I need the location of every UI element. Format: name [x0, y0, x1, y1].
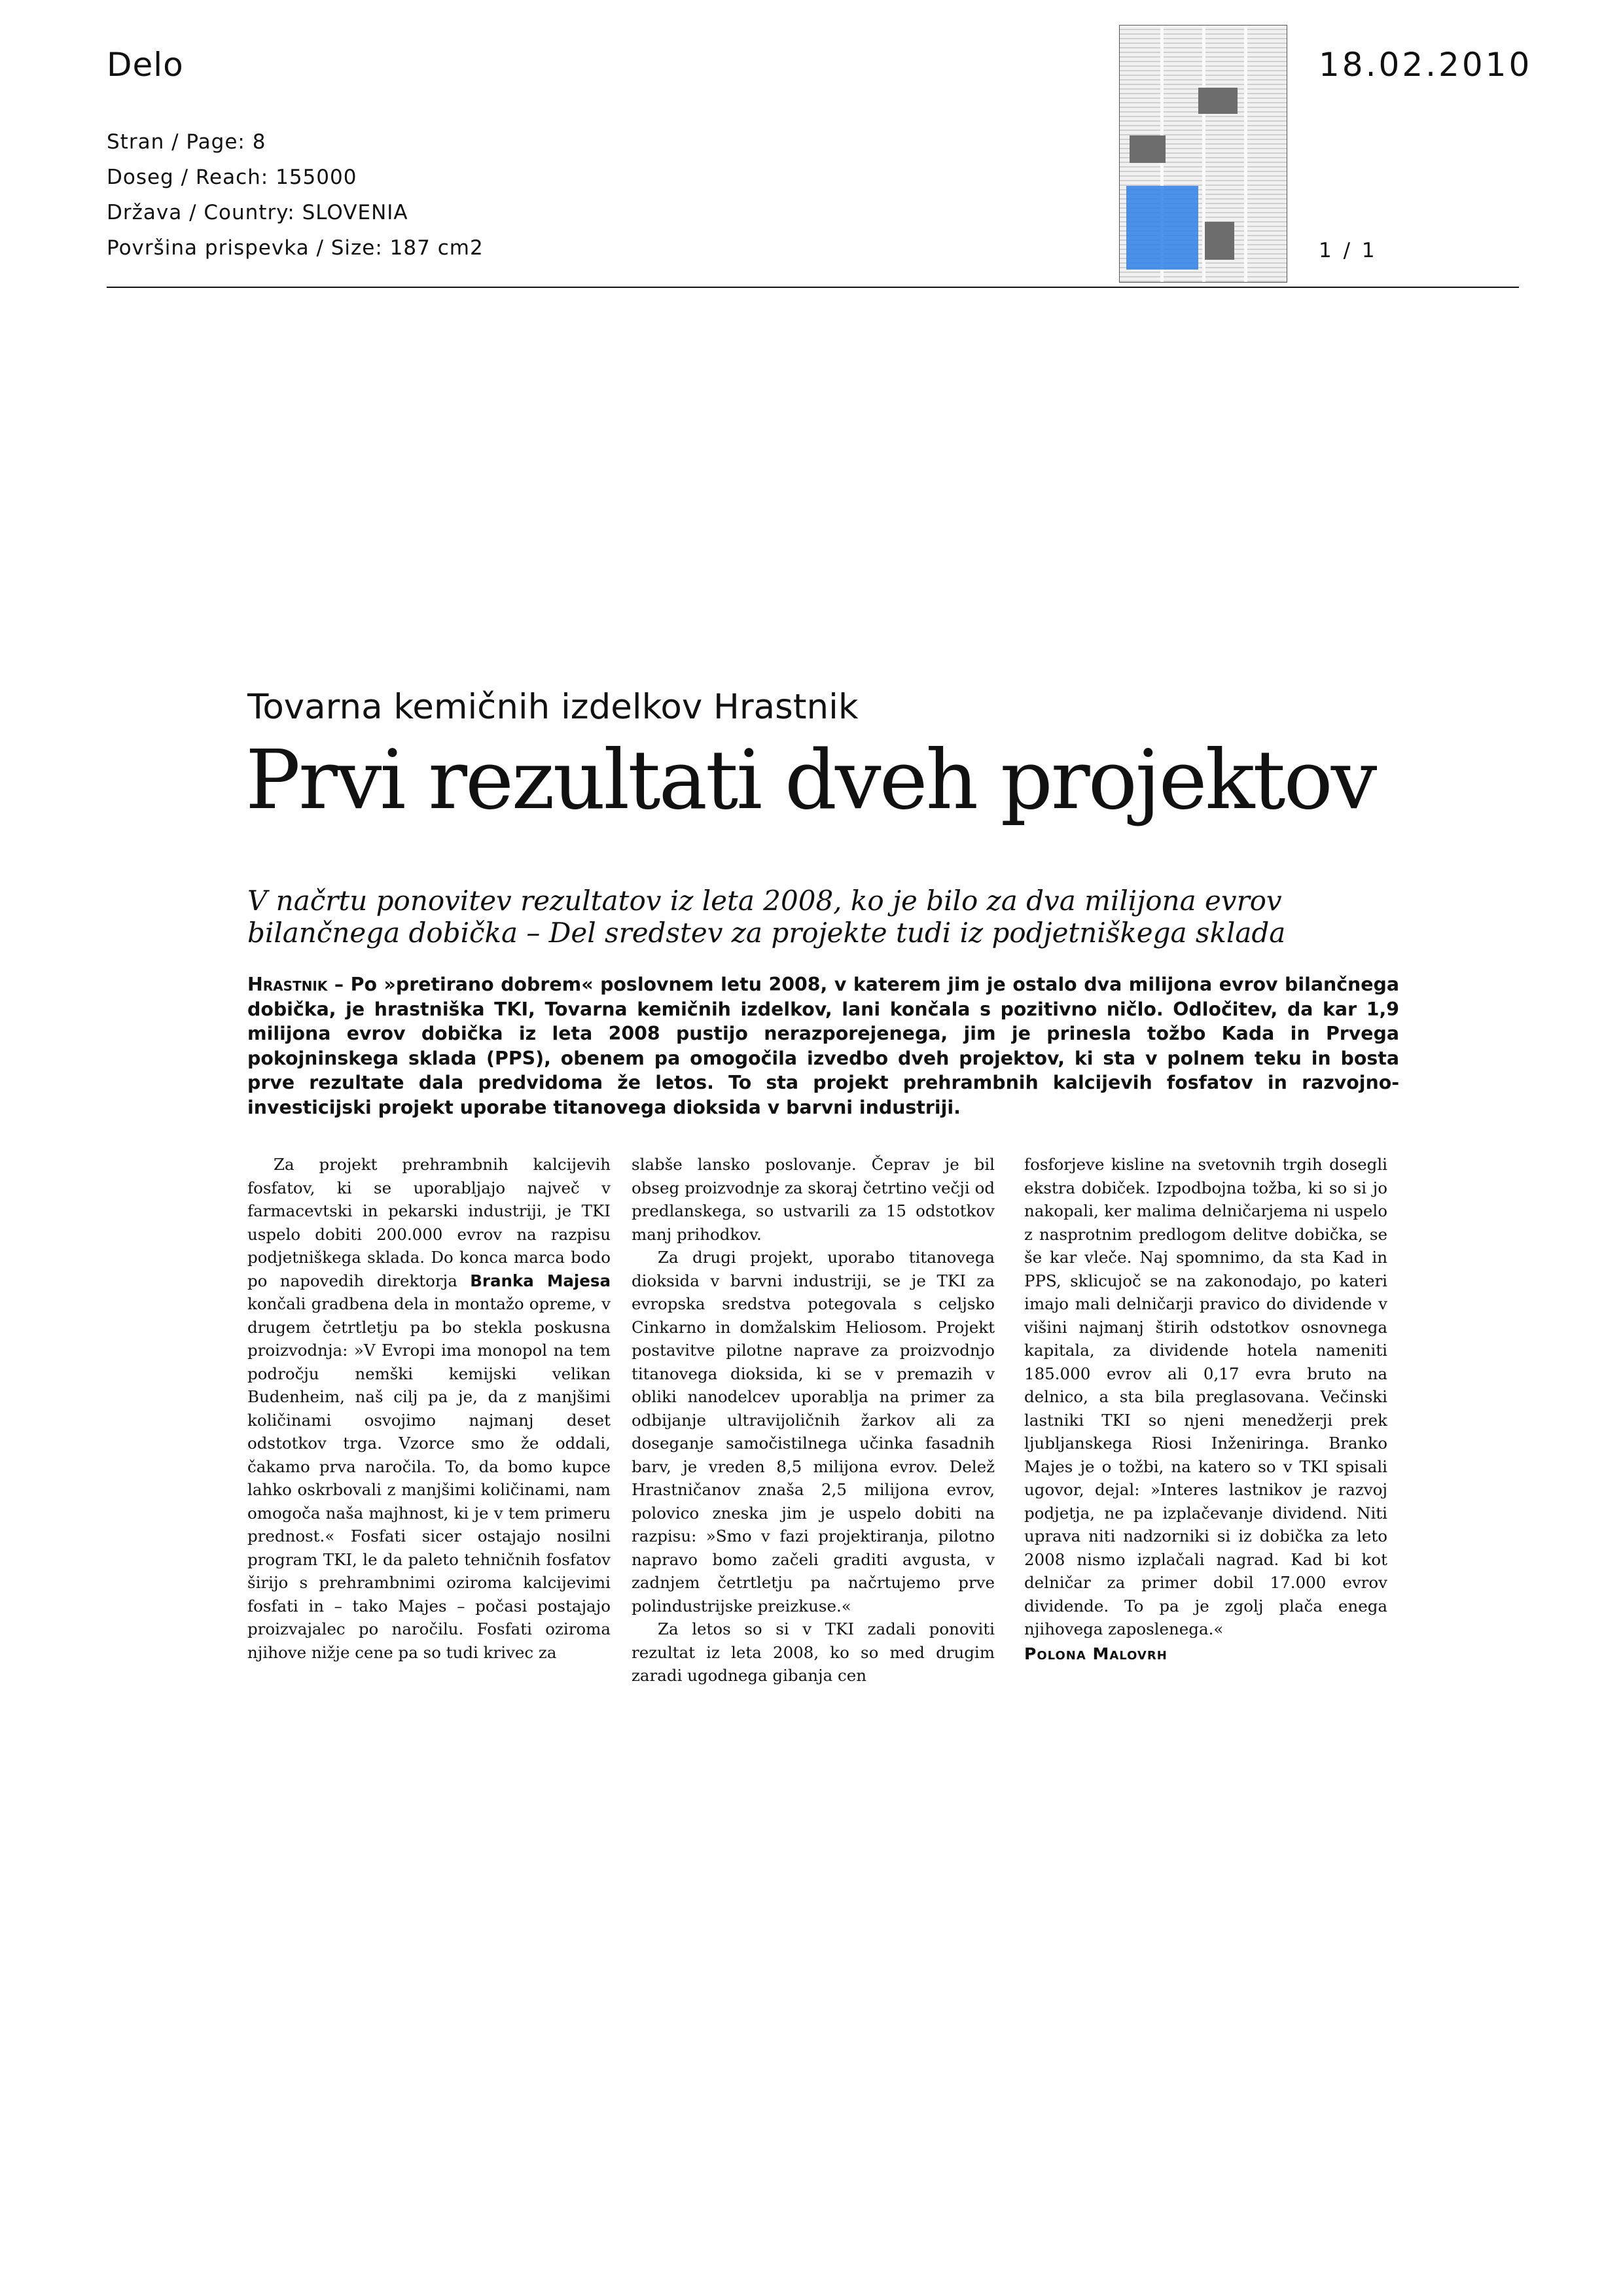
publication-name: Delo	[107, 46, 184, 84]
article-subhead: V načrtu ponovitev rezultatov iz leta 2008, ko je bilo za dva milijona evrov bilančnega dobička – Del sredstev za projekte tudi iz podjetniškega sklada	[247, 885, 1286, 949]
article-lead	[247, 972, 1399, 1120]
clipping-meta	[107, 124, 484, 266]
article-kicker: Tovarna kemičnih izdelkov Hrastnik	[247, 687, 859, 727]
meta-country: Država / Country: SLOVENIA	[107, 201, 408, 224]
paragraph: Za projekt prehrambnih kalcijevih fosfatov, ki se uporabljajo največ v farmacevtski in pekarski industriji, je TKI uspelo dobiti 200.000 evrov na razpisu podjetniškega sklada. Do konca marca bodo po napovedih direktorja Branka Majesa končali gradbena dela in montažo opreme, v drugem četrtletju pa bo stekla poskusna proizvodnja: »V Evropi ima monopol na tem področju nemški kemijski velikan Budenheim, naš cilj pa je, da z manjšimi količinami osvojimo najmanj deset odstotkov trga. Vzorce smo že oddali, čakamo prva naročila. To, da bomo kupce lahko oskrbovali z manjšimi količinami, nam omogoča naša majhnost, ki je v tem primeru prednost.« Fosfati sicer ostajajo nosilni program TKI, le da paleto tehničnih fosfatov širijo s prehrambnimi oziroma kalcijevimi fosfati in – tako Majes – počasi postajajo proizvajalec po naročilu. Fosfati oziroma njihove nižje cene pa so tudi krivec za	[247, 1155, 611, 1662]
article-highlight	[1126, 186, 1198, 270]
article-headline: Prvi rezultati dveh projektov	[245, 733, 1376, 828]
header-divider	[107, 287, 1519, 288]
article-column-3	[1024, 1153, 1387, 1665]
lead-text: – Po »pretirano dobrem« poslovnem letu 2008, v katerem jim je ostalo dva milijona evrov bilančnega dobička, je hrastniška TKI, Tovarna kemičnih izdelkov, lani končala s pozitivno ničlo. Odločitev, da kar 1,9 milijona evrov dobička iz leta 2008 pustijo nerazporejenega, jim je prinesla tožbo Kada in Prvega pokojninskega sklada (PPS), obenem pa omogočila izvedbo dveh projektov, ki sta v polnem teku in bosta prve rezultate dala predvidoma že letos. To sta projekt prehrambnih kalcijevih fosfatov in razvojno-investicijski projekt uporabe titanovega dioksida v barvni industriji.	[247, 974, 1399, 1118]
dateline: Hrastnik	[247, 974, 328, 995]
page-count: 1 / 1	[1319, 239, 1378, 262]
meta-page: Stran / Page: 8	[107, 130, 266, 154]
publication-date: 18.02.2010	[1319, 46, 1533, 84]
meta-reach: Doseg / Reach: 155000	[107, 166, 357, 189]
meta-size: Površina prispevka / Size: 187 cm2	[107, 236, 484, 260]
article-column-1	[247, 1153, 611, 1664]
paragraph: slabše lansko poslovanje. Čeprav je bil obseg proizvodnje za skoraj četrtino večji od predlanskega, so ustvarili za 15 odstotkov manj prihodkov.	[632, 1155, 995, 1244]
person-name: Branka Majesa	[470, 1271, 611, 1290]
paragraph: Za letos so si v TKI zadali ponoviti rezultat iz leta 2008, ko so med drugim zaradi ugodnega gibanja cen	[632, 1619, 995, 1685]
byline: Polona Malovrh	[1024, 1644, 1168, 1663]
paragraph: Za drugi projekt, uporabo titanovega dioksida v barvni industriji, se je TKI za evropska sredstva potegovala s celjsko Cinkarno in domžalskim Heliosom. Projekt postavitve pilotne naprave za proizvodnjo titanovega dioksida, ki se v premazih v obliki nanodelcev uporablja na primer za odbijanje ultravijoličnih žarkov ali za doseganje samočistilnega učinka fasadnih barv, je vreden 8,5 milijona evrov. Delež Hrastničanov znaša 2,5 milijona evrov, polovico zneska jim je uspelo dobiti na razpisu: »Smo v fazi projektiranja, pilotno napravo bomo začeli graditi avgusta, v zadnjem četrtletju pa načrtujemo prve polindustrijske preizkuse.«	[632, 1248, 995, 1616]
paragraph: fosforjeve kisline na svetovnih trgih dosegli ekstra dobiček. Izpodbojna tožba, ki so si jo nakopali, ker malima delničarjema ni uspelo z nasprotnim predlogom delitve dobička, se še kar vleče. Naj spomnimo, da sta Kad in PPS, sklicujoč se na zakonodajo, po kateri imajo mali delničarji pravico do dividende v višini najmanj štirih odstotkov osnovnega kapitala, za dividende hotela nameniti 185.000 evrov ali 0,17 evra bruto na delnico, a sta bila preglasovana. Večinski lastniki TKI so njeni menedžerji prek ljubljanskega Riosi Inženiringa. Branko Majes je o tožbi, na katero so v TKI spisali ugovor, dejal: »Interes lastnikov je razvoj podjetja, ne pa izplačevanje dividend. Niti uprava niti nadzorniki si iz dobička za leto 2008 nismo izplačali nagrad. Kad bi kot delničar za primer dobil 17.000 evrov dividende. To pa je zgolj plača enega njihovega zaposlenega.«	[1024, 1155, 1387, 1638]
page-thumbnail	[1119, 25, 1287, 283]
article-column-2	[632, 1153, 995, 1687]
